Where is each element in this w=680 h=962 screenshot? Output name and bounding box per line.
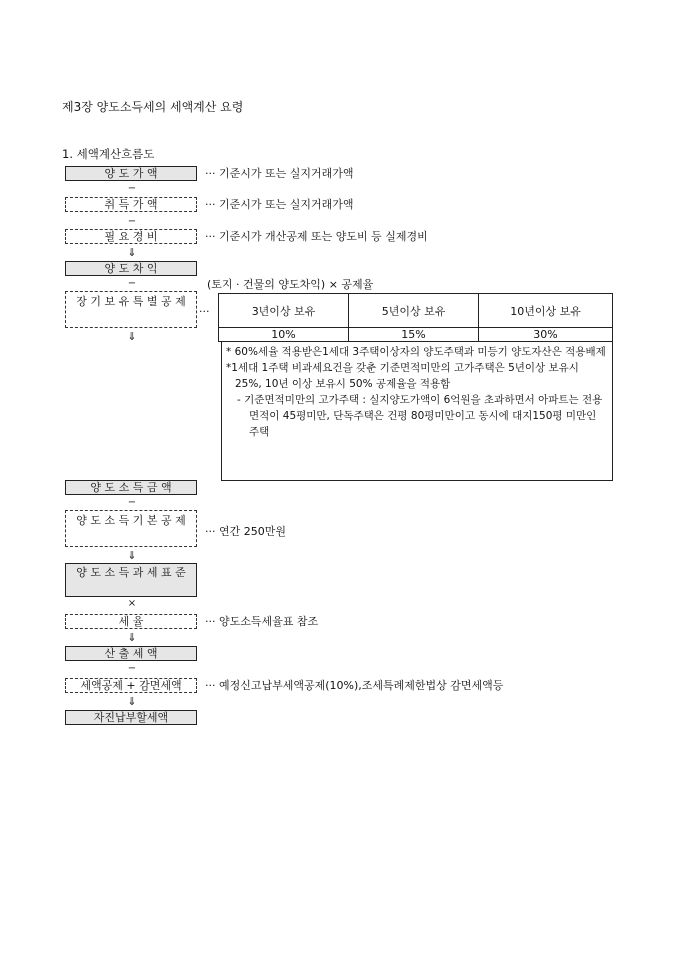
table-row (219, 328, 613, 342)
section-title: 1. 세액계산흐름도 (62, 147, 155, 161)
rate-header-10y: 10년이상 보유 (479, 294, 613, 328)
minus-op: − (127, 183, 137, 194)
rate-value-3y: 10% (219, 328, 349, 342)
necessary-expenses-desc: ··· 기준시가 개산공제 또는 양도비 등 실제경비 (205, 230, 428, 243)
special-deduction-dots: ··· (199, 305, 210, 318)
minus-op: − (127, 663, 137, 674)
computed-tax-box: 산 출 세 액 (65, 646, 197, 661)
deduction-rate-table (218, 293, 613, 342)
acquisition-price-desc: ··· 기준시가 또는 실지거래가액 (205, 198, 354, 211)
transfer-price-desc: ··· 기준시가 또는 실지거래가액 (205, 167, 354, 180)
note-high-price-house: *1세대 1주택 비과세요건을 갖춘 기준면적미만의 고가주택은 5년이상 보유시 25%, 10년 이상 보유시 50% 공제율을 적용함 (226, 362, 579, 390)
down-arrow: ⇓ (127, 330, 137, 343)
exclusion-notes (221, 342, 613, 481)
tax-rate-box: 세 율 (65, 614, 197, 629)
times-op: × (127, 598, 137, 609)
rate-header-5y: 5년이상 보유 (349, 294, 479, 328)
minus-op: − (127, 216, 137, 227)
table-header-row (219, 294, 613, 328)
rate-header-3y: 3년이상 보유 (219, 294, 349, 328)
down-arrow: ⇓ (127, 246, 137, 259)
tax-credit-desc: ··· 예정신고납부세액공제(10%),조세특례제한법상 감면세액등 (205, 679, 504, 692)
down-arrow: ⇓ (127, 695, 137, 708)
note-high-price-definition: - 기준면적미만의 고가주택 : 실지양도가액이 6억원을 초과하면서 아파트는 전용면적이 45평미만, 단독주택은 건평 80평미만이고 동시에 대지150평 미만인 주택 (237, 394, 603, 438)
rate-value-10y: 30% (479, 328, 613, 342)
basic-deduction-box: 양 도 소 득 기 본 공 제 (65, 510, 197, 547)
minus-op: − (127, 497, 137, 508)
payable-tax-box: 자진납부할세액 (65, 710, 197, 725)
tax-credit-box: 세액공제 + 감면세액 (65, 678, 197, 693)
transfer-price-box: 양 도 가 액 (65, 166, 197, 181)
down-arrow: ⇓ (127, 631, 137, 644)
down-arrow: ⇓ (127, 549, 137, 562)
special-deduction-box: 장 기 보 유 특 별 공 제 (65, 291, 197, 328)
necessary-expenses-box: 필 요 경 비 (65, 229, 197, 244)
note-exclusion: * 60%세율 적용받은1세대 3주택이상자의 양도주택과 미등기 양도자산은 적용배제 (226, 346, 606, 358)
minus-op: − (127, 278, 137, 289)
chapter-title: 제3장 양도소득세의 세액계산 요령 (62, 100, 244, 114)
acquisition-price-box: 취 득 가 액 (65, 197, 197, 212)
rate-value-5y: 15% (349, 328, 479, 342)
transfer-gain-box: 양 도 차 익 (65, 261, 197, 276)
basic-deduction-desc: ··· 연간 250만원 (205, 525, 286, 538)
tax-rate-desc: ··· 양도소득세율표 참조 (205, 615, 319, 628)
transfer-income-box: 양 도 소 득 금 액 (65, 480, 197, 495)
tax-base-box: 양 도 소 득 과 세 표 준 (65, 563, 197, 597)
deduction-formula: (토지 · 건물의 양도차익) × 공제율 (207, 278, 374, 291)
